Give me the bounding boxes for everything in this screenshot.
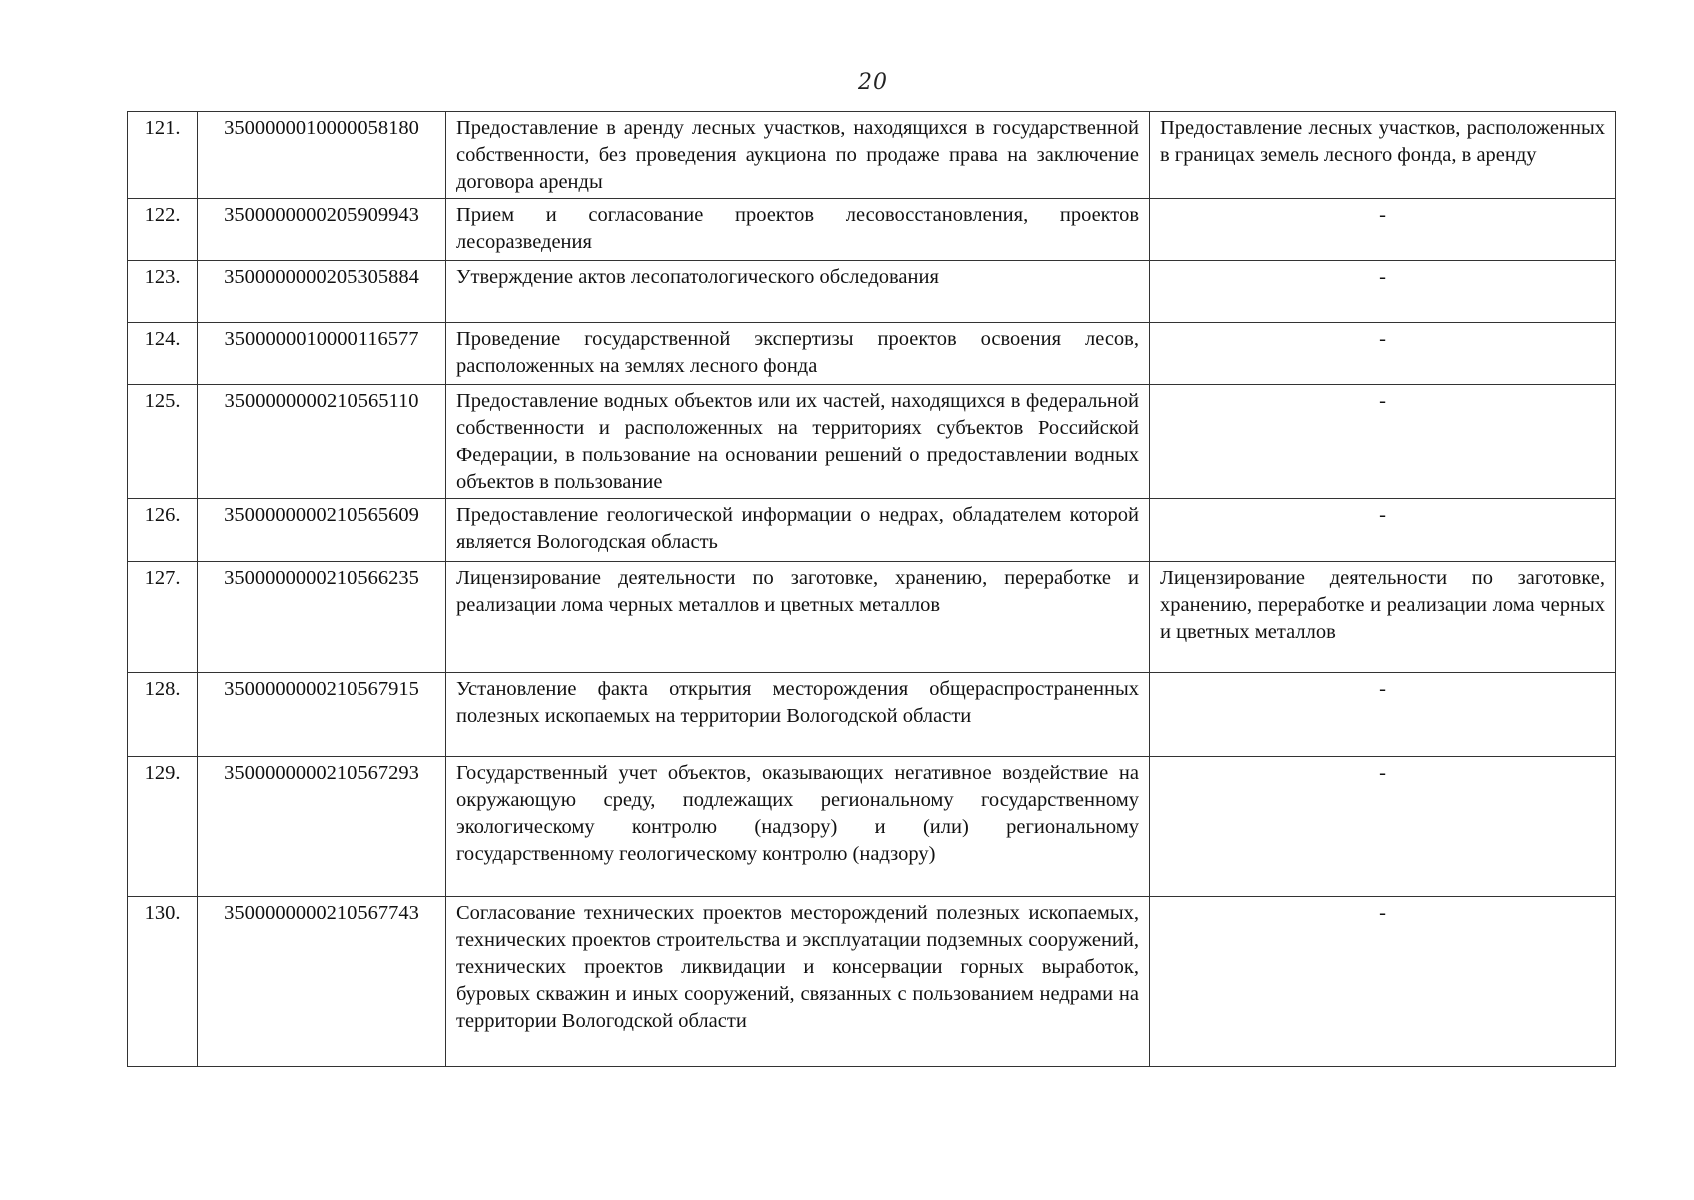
linked-service: -	[1150, 673, 1616, 757]
row-number: 129.	[128, 757, 198, 897]
table-row	[128, 199, 1616, 261]
table-row	[128, 562, 1616, 673]
row-number: 122.	[128, 199, 198, 261]
row-number: 124.	[128, 323, 198, 385]
linked-service: Лицензирование деятельности по заготовке, хранению, переработке и реализации лома черных и цветных металлов	[1150, 562, 1616, 673]
service-name: Утверждение актов лесопатологического обследования	[446, 261, 1150, 323]
service-code: 3500000000210565110	[198, 385, 446, 499]
service-name: Прием и согласование проектов лесовосстановления, проектов лесоразведения	[446, 199, 1150, 261]
row-number: 121.	[128, 112, 198, 199]
service-code: 3500000010000058180	[198, 112, 446, 199]
linked-service: -	[1150, 199, 1616, 261]
row-number: 125.	[128, 385, 198, 499]
row-number: 127.	[128, 562, 198, 673]
service-code: 3500000000210567293	[198, 757, 446, 897]
service-name: Предоставление водных объектов или их частей, находящихся в федеральной собственности и расположенных на территориях субъектов Российской Федерации, в пользование на основании решений о предоставлении водных объектов в пользование	[446, 385, 1150, 499]
service-name: Государственный учет объектов, оказывающих негативное воздействие на окружающую среду, подлежащих региональному государственному экологическому контролю (надзору) и (или) региональному государственному геологическому контролю (надзору)	[446, 757, 1150, 897]
linked-service: -	[1150, 897, 1616, 1067]
table-row	[128, 757, 1616, 897]
service-name: Проведение государственной экспертизы проектов освоения лесов, расположенных на землях лесного фонда	[446, 323, 1150, 385]
service-code: 3500000000205305884	[198, 261, 446, 323]
table-body	[128, 112, 1616, 1067]
service-name: Лицензирование деятельности по заготовке, хранению, переработке и реализации лома черных металлов и цветных металлов	[446, 562, 1150, 673]
service-name: Установление факта открытия месторождения общераспространенных полезных ископаемых на территории Вологодской области	[446, 673, 1150, 757]
table-row	[128, 499, 1616, 562]
service-code: 3500000000205909943	[198, 199, 446, 261]
service-name: Предоставление в аренду лесных участков, находящихся в государственной собственности, без проведения аукциона по продаже права на заключение договора аренды	[446, 112, 1150, 199]
linked-service: -	[1150, 385, 1616, 499]
linked-service: -	[1150, 323, 1616, 385]
service-code: 3500000010000116577	[198, 323, 446, 385]
row-number: 126.	[128, 499, 198, 562]
service-code: 3500000000210566235	[198, 562, 446, 673]
row-number: 123.	[128, 261, 198, 323]
service-code: 3500000000210565609	[198, 499, 446, 562]
service-code: 3500000000210567743	[198, 897, 446, 1067]
linked-service: -	[1150, 261, 1616, 323]
services-table	[127, 111, 1616, 1067]
table-row	[128, 261, 1616, 323]
table-row	[128, 112, 1616, 199]
service-name: Предоставление геологической информации о недрах, обладателем которой является Вологодская область	[446, 499, 1150, 562]
table-row	[128, 323, 1616, 385]
linked-service: -	[1150, 499, 1616, 562]
row-number: 128.	[128, 673, 198, 757]
table-row	[128, 673, 1616, 757]
linked-service: Предоставление лесных участков, расположенных в границах земель лесного фонда, в аренду	[1150, 112, 1616, 199]
service-name: Согласование технических проектов месторождений полезных ископаемых, технических проектов строительства и эксплуатации подземных сооружений, технических проектов ликвидации и консервации горных выработок, буровых скважин и иных сооружений, связанных с пользованием недрами на территории Вологодской области	[446, 897, 1150, 1067]
page-number: 20	[858, 70, 888, 95]
service-code: 3500000000210567915	[198, 673, 446, 757]
table-row	[128, 897, 1616, 1067]
table-row	[128, 385, 1616, 499]
linked-service: -	[1150, 757, 1616, 897]
row-number: 130.	[128, 897, 198, 1067]
